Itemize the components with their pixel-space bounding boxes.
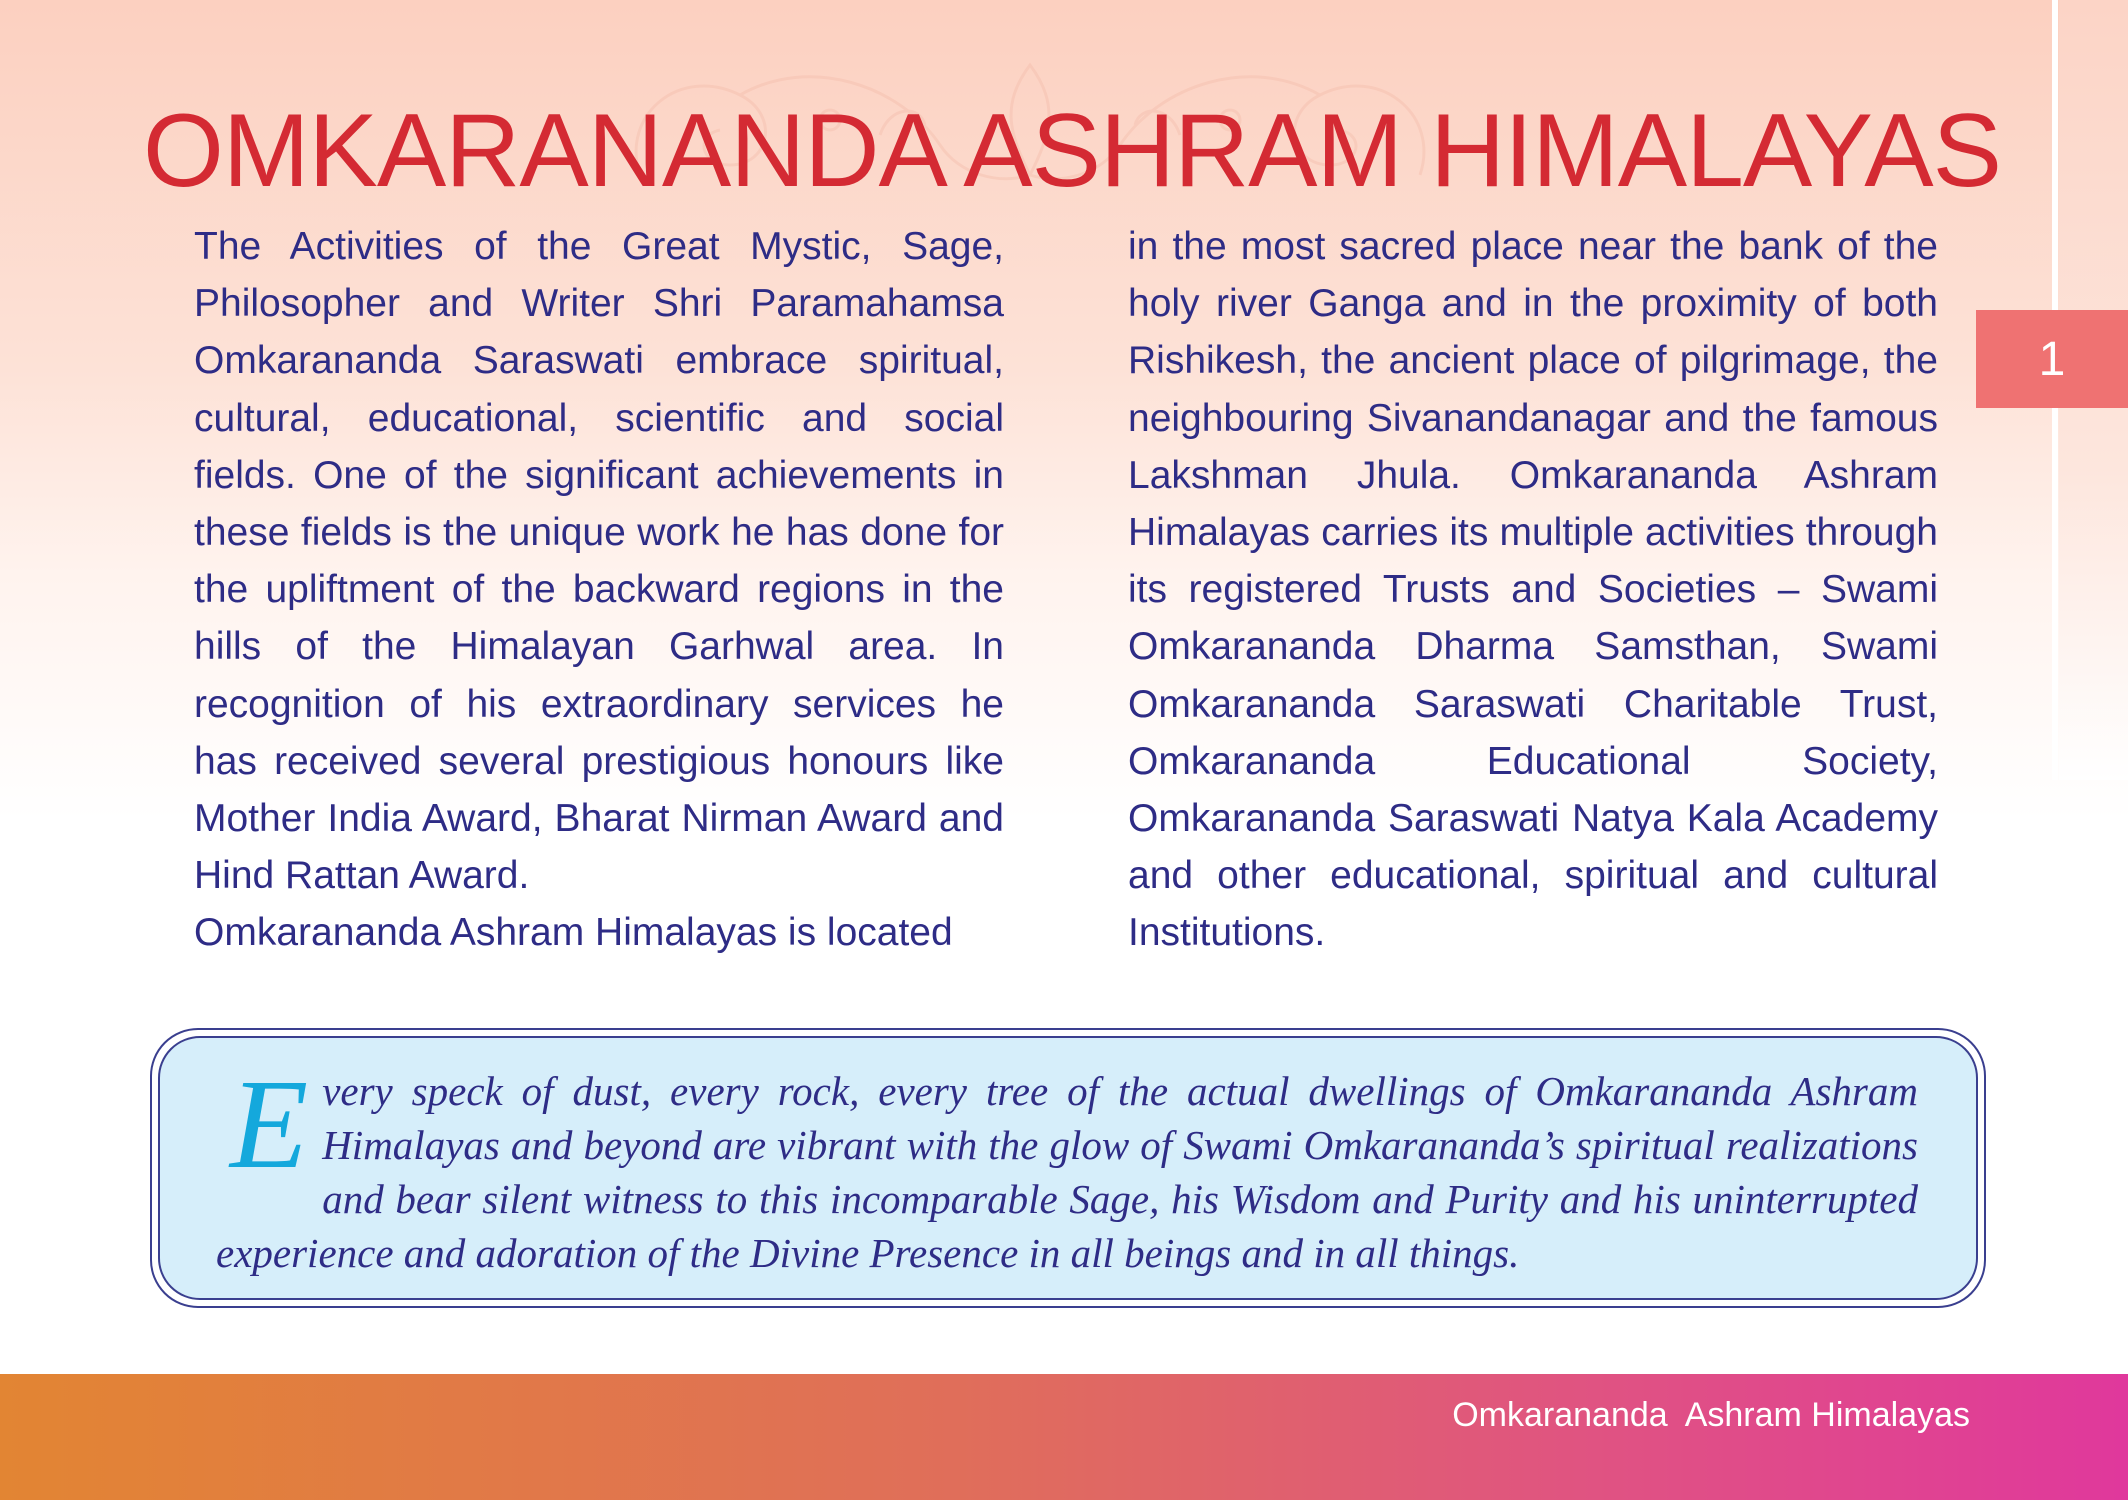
quote-text: very speck of dust, every rock, every tree of the actual dwellings of Omkarananda Ashram Himalayas and beyond are vibrant with the glow of Swami Omkarananda’s spiritual realizations and bear silent witness to this incomparable Sage, his Wisdom and Purity and his uninterrupted experience and adoration of the Divine Presence in all beings and in all things. — [216, 1068, 1918, 1276]
quote-inner — [158, 1036, 1978, 1300]
body-column-left — [194, 218, 1004, 962]
page-title-text: OMKARANANDA ASHRAM HIMALAYAS — [143, 93, 2001, 209]
body-paragraph: Omkarananda Ashram Himalayas is located — [194, 911, 953, 955]
page-title — [0, 92, 2128, 211]
footer-bar — [0, 1374, 2128, 1500]
page-number: 1 — [2038, 332, 2066, 386]
body-column-right — [1128, 218, 1938, 962]
quote-dropcap: E — [230, 1053, 309, 1195]
page-number-tab — [1976, 310, 2128, 408]
footer-text: Omkarananda Ashram Himalayas — [1452, 1396, 1970, 1434]
body-paragraph: The Activities of the Great Mystic, Sage, Philosopher and Writer Shri Paramahamsa Omkarananda Saraswati embrace spiritual, cultural, educational, scientific and social fields. One of the significant achievements in these fields is the unique work he has done for the upliftment of the backward regions in the hills of the Himalayan Garhwal area. In recognition of his extraordinary services he has received several prestigious honours like Mother India Award, Bharat Nirman Award and Hind Rattan Award. — [194, 225, 1004, 898]
quote-box — [150, 1028, 1986, 1308]
body-paragraph: in the most sacred place near the bank of the holy river Ganga and in the proximity of both Rishikesh, the ancient place of pilgrimage, the neighbouring Sivanandanagar and the famous Lakshman Jhula. Omkarananda Ashram Himalayas carries its multiple activities through its registered Trusts and Societies – Swami Omkarananda Dharma Samsthan, Swami Omkarananda Saraswati Charitable Trust, Omkarananda Educational Society, Omkarananda Saraswati Natya Kala Academy and other educational, spiritual and cultural Institutions. — [1128, 225, 1938, 955]
